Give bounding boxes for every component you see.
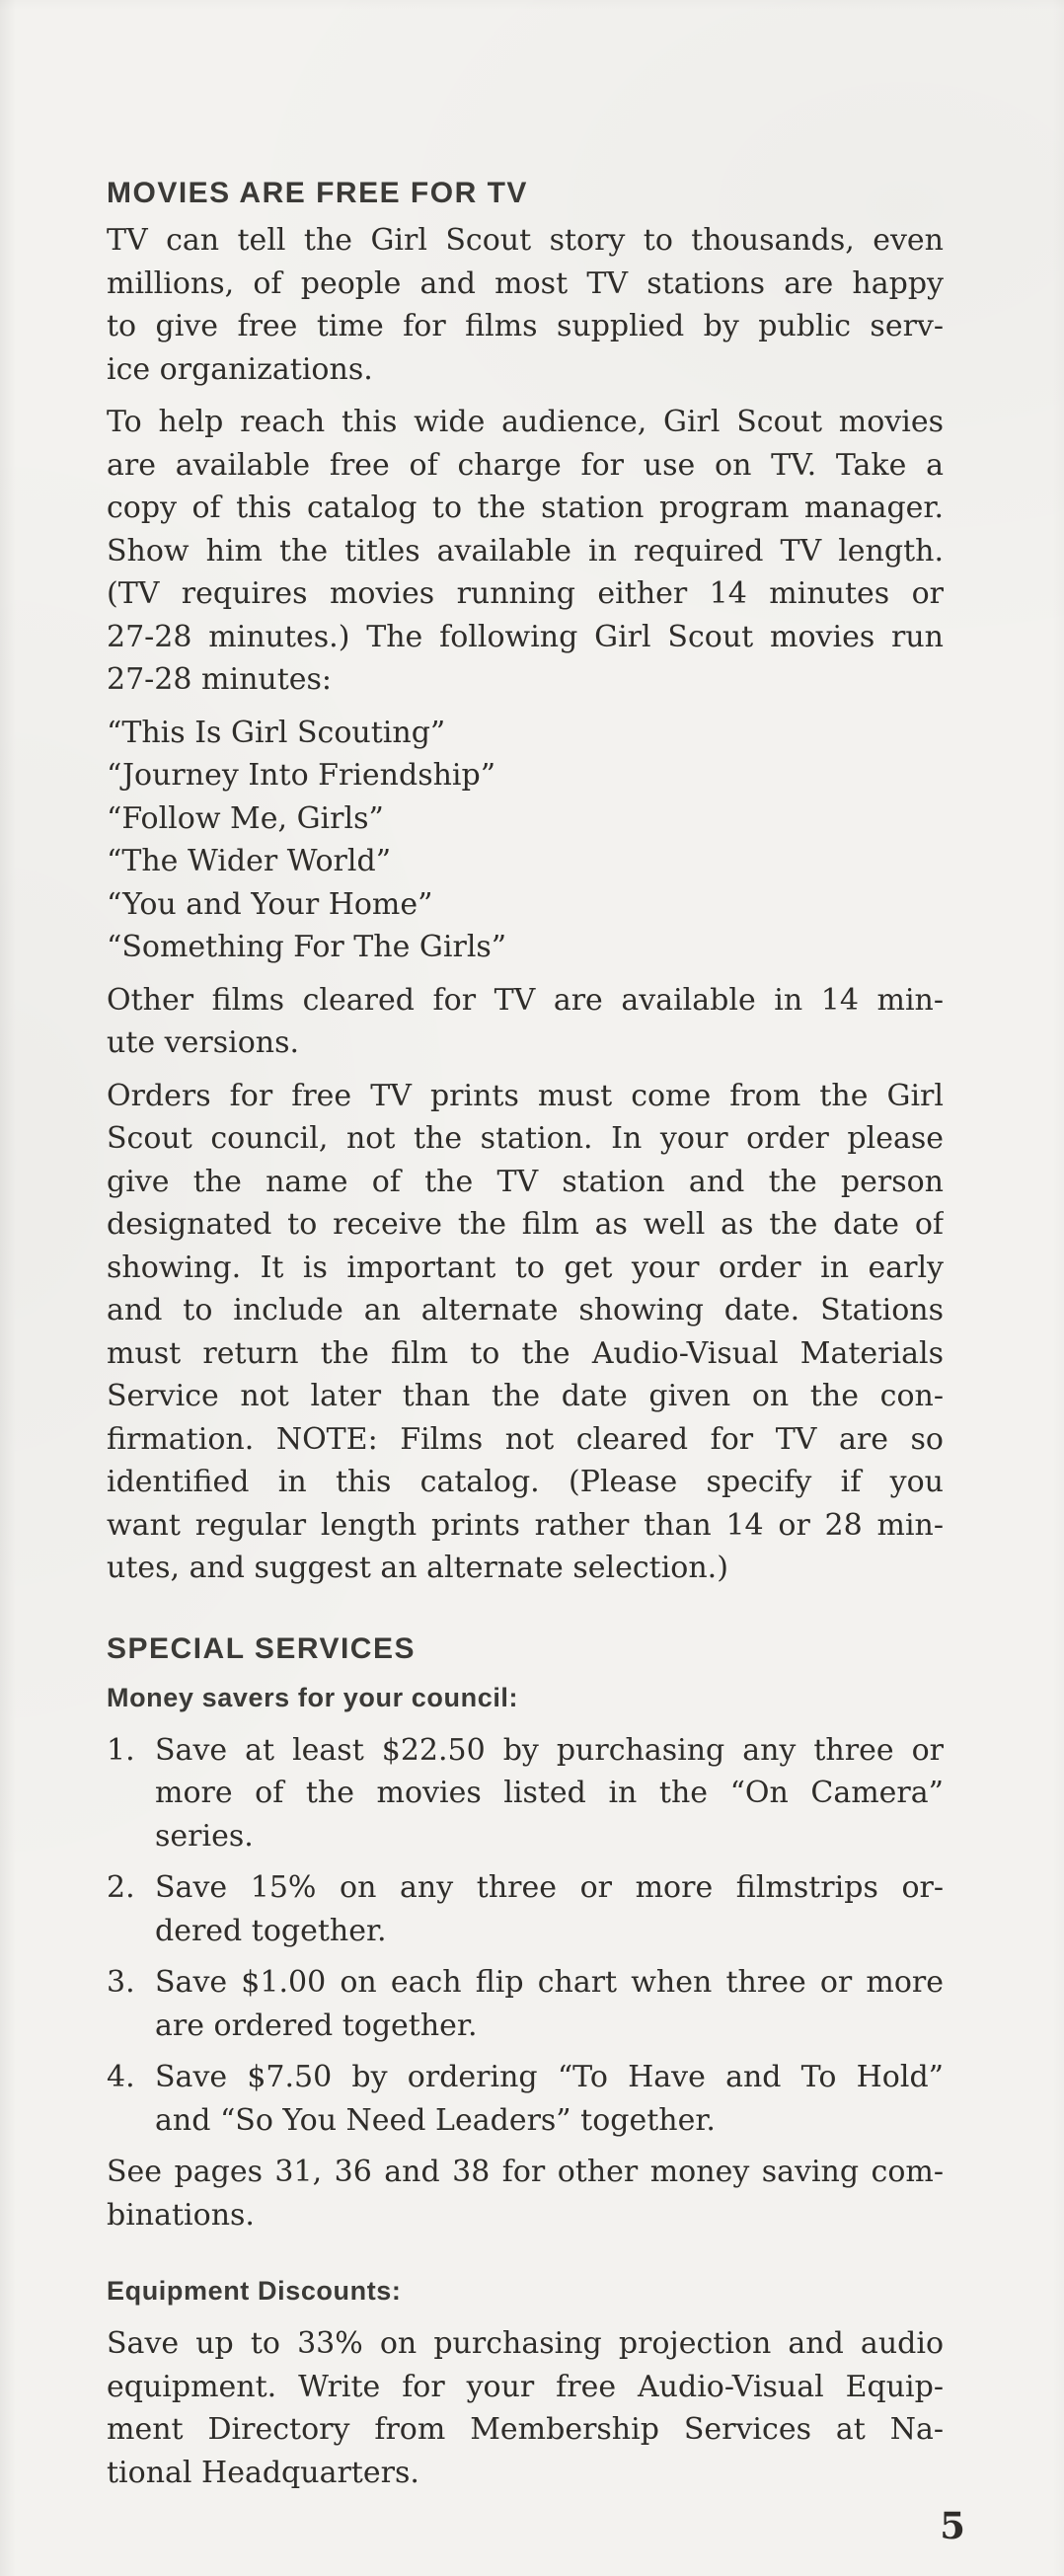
movie-title: “You and Your Home” <box>107 886 433 922</box>
text-line: ice organizations. <box>107 351 373 387</box>
text-line: millions, of people and most TV stations are happy <box>107 265 944 301</box>
text-line: give the name of the TV station and the person <box>107 1164 944 1199</box>
text-line: series. <box>155 1818 254 1854</box>
text-line: equipment. Write for your free Audio-Visual Equip- <box>107 2369 944 2404</box>
text-line: binations. <box>107 2197 255 2233</box>
item-text <box>155 1866 944 1952</box>
paragraph <box>107 401 944 702</box>
paragraph <box>107 979 944 1065</box>
movie-title-list <box>107 712 944 969</box>
text-line: TV can tell the Girl Scout story to thousands, even <box>107 223 944 258</box>
text-line: Save $7.50 by ordering “To Have and To Hold” <box>155 2060 944 2094</box>
text-line: ute versions. <box>107 1025 300 1060</box>
text-line: are ordered together. <box>155 2008 478 2043</box>
item-text <box>155 1961 944 2047</box>
item-text <box>155 2056 944 2142</box>
movie-title: “Journey Into Friendship” <box>107 758 496 793</box>
numbered-item <box>107 1729 944 1858</box>
text-line: dered together. <box>155 1913 387 1948</box>
text-line: and “So You Need Leaders” together. <box>155 2102 716 2138</box>
text-line: to give free time for films supplied by public serv- <box>107 309 944 343</box>
section-heading: SPECIAL SERVICES <box>107 1631 416 1665</box>
text-line: must return the film to the Audio-Visual Materials <box>107 1335 944 1371</box>
movie-title: “The Wider World” <box>107 844 392 878</box>
section-heading: MOVIES ARE FREE FOR TV <box>107 177 528 209</box>
text-line: To help reach this wide audience, Girl Scout movies <box>107 405 944 439</box>
text-line: firmation. NOTE: Films not cleared for TV are so <box>107 1421 944 1457</box>
numbered-item <box>107 2056 944 2142</box>
text-line: Other films cleared for TV are available in 14 min- <box>107 982 944 1018</box>
movie-title: “This Is Girl Scouting” <box>107 715 446 750</box>
text-line: Service not later than the date given on the con- <box>107 1379 944 1413</box>
item-number: 2. <box>107 1870 135 1905</box>
text-line: Scout council, not the station. In your order please <box>107 1121 944 1156</box>
paragraph <box>107 219 944 391</box>
text-line: Save up to 33% on purchasing projection and audio <box>107 2326 944 2361</box>
text-line: showing. It is important to get your order in early <box>107 1250 944 1285</box>
numbered-item <box>107 1866 944 1952</box>
page-content <box>107 176 944 2504</box>
sub-heading: Money savers for your council: <box>107 1682 519 1712</box>
text-line: and to include an alternate showing date. Stations <box>107 1293 944 1327</box>
text-line: See pages 31, 36 and 38 for other money saving com- <box>107 2155 944 2189</box>
movie-title: “Something For The Girls” <box>107 930 507 964</box>
text-line: 27-28 minutes.) The following Girl Scout movies run <box>107 619 944 654</box>
text-line: Show him the titles available in required TV length. <box>107 533 944 568</box>
text-line: 27-28 minutes: <box>107 662 333 697</box>
text-line: identified in this catalog. (Please specify if you <box>107 1465 944 1499</box>
sub-heading: Equipment Discounts: <box>107 2276 402 2306</box>
text-line: Orders for free TV prints must come from the Girl <box>107 1078 944 1113</box>
text-line: Save 15% on any three or more filmstrips or- <box>155 1870 944 1905</box>
numbered-item <box>107 1961 944 2047</box>
item-number: 4. <box>107 2060 135 2094</box>
text-line: Save $1.00 on each flip chart when three or more <box>155 1965 944 2000</box>
text-line: (TV requires movies running either 14 minutes or <box>107 576 944 611</box>
text-line: utes, and suggest an alternate selection.) <box>107 1551 728 1585</box>
paragraph <box>107 2322 944 2494</box>
paragraph <box>107 2151 944 2236</box>
text-line: are available free of charge for use on TV. Take a <box>107 447 944 483</box>
text-line: copy of this catalog to the station program manager. <box>107 491 944 525</box>
paragraph <box>107 1075 944 1590</box>
item-number: 1. <box>107 1732 135 1768</box>
item-text <box>155 1729 944 1858</box>
text-line: more of the movies listed in the “On Camera” <box>155 1776 944 1810</box>
movie-title: “Follow Me, Girls” <box>107 800 384 836</box>
item-number: 3. <box>107 1965 135 2000</box>
text-line: designated to receive the film as well as the date of <box>107 1207 944 1242</box>
text-line: ment Directory from Membership Services at Na- <box>107 2412 944 2447</box>
text-line: Save at least $22.50 by purchasing any three or <box>155 1732 944 1768</box>
text-line: tional Headquarters. <box>107 2455 419 2490</box>
page-number: 5 <box>940 2504 965 2547</box>
text-line: want regular length prints rather than 14 or 28 min- <box>107 1507 944 1543</box>
